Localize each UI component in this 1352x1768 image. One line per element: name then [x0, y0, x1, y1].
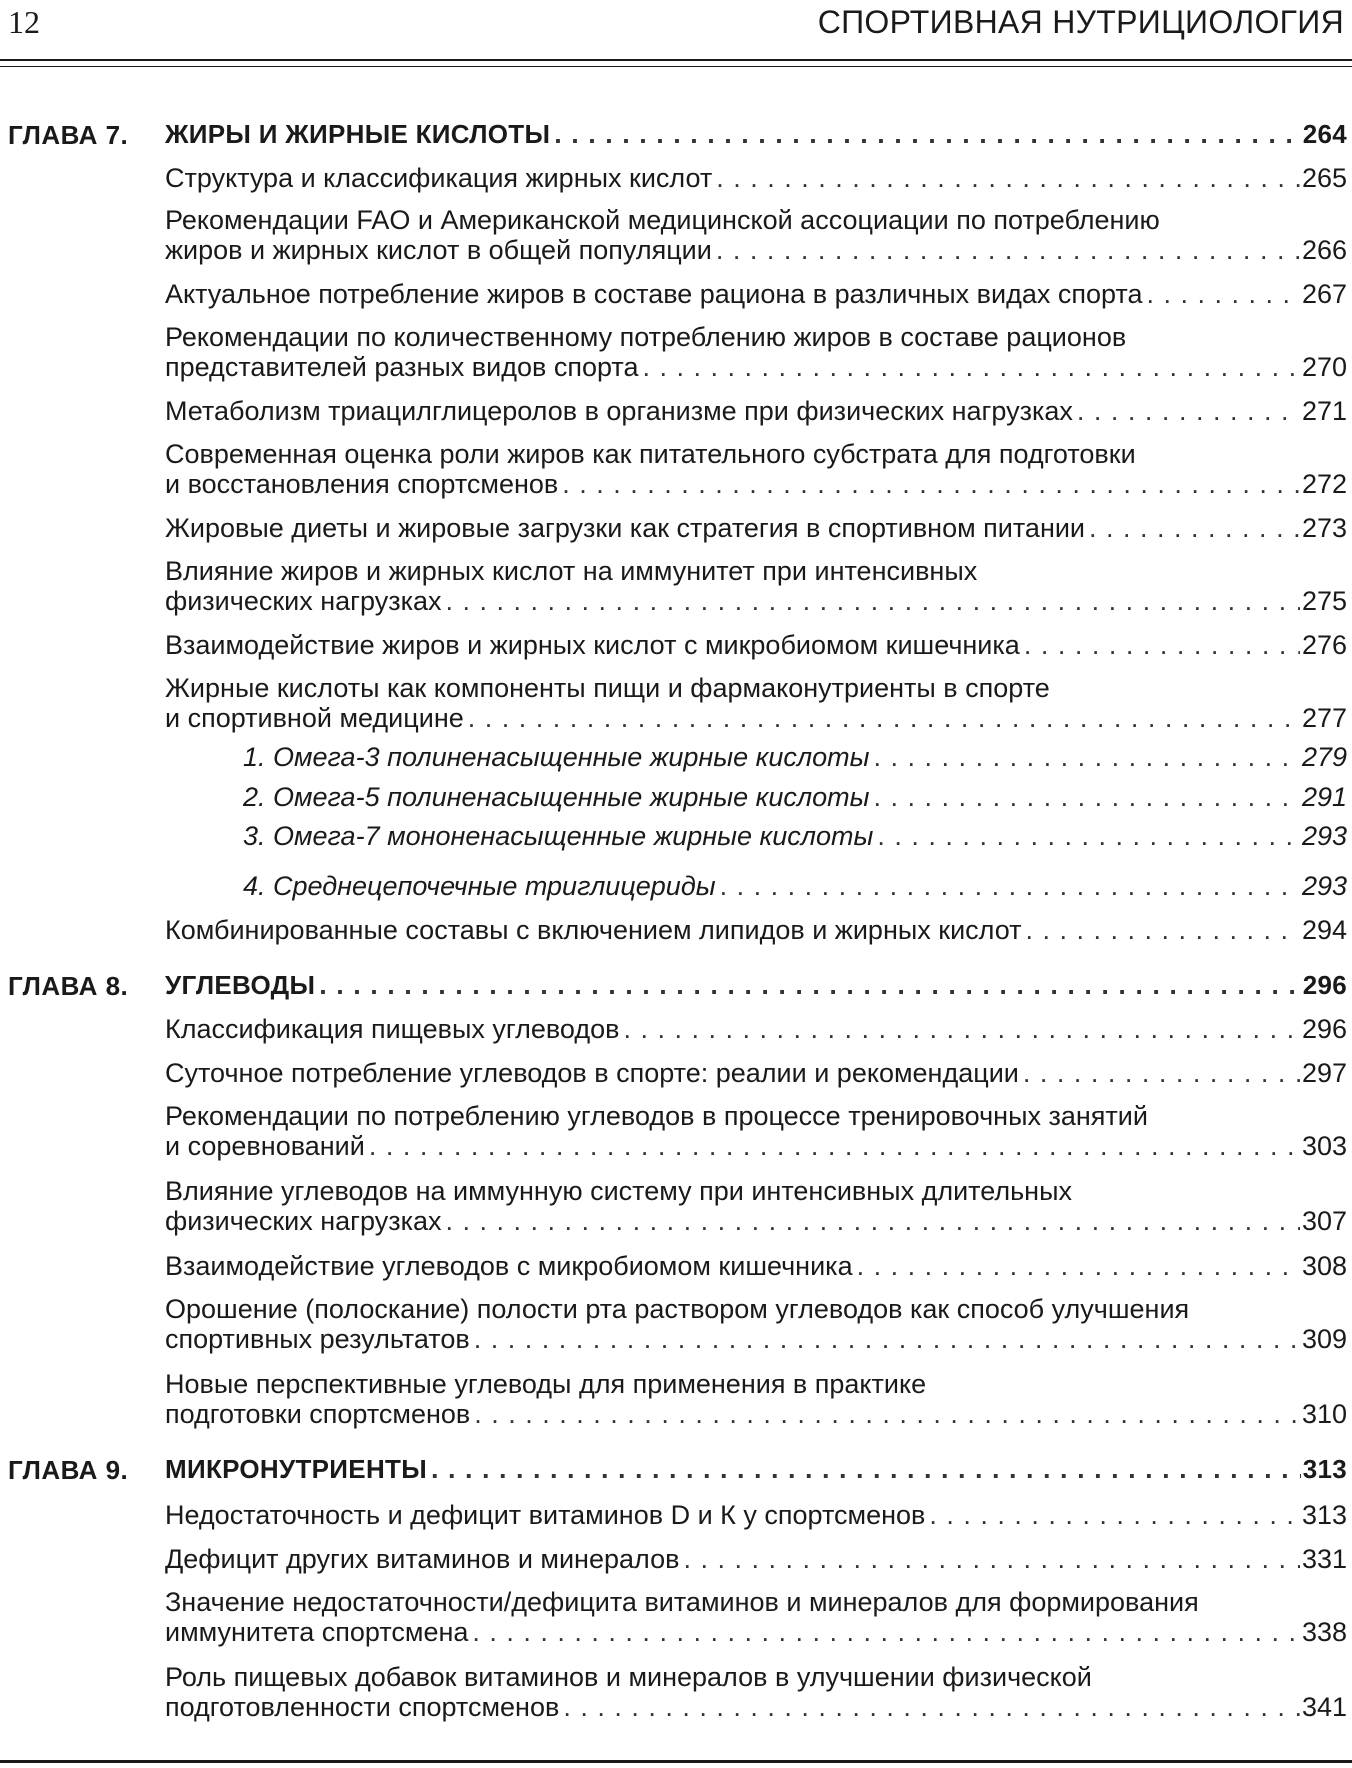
- toc-entry[interactable]: Недостаточность и дефицит витаминов D и К у спортсменов . . . 313: [165, 1499, 1347, 1531]
- chapter-page: 313: [1302, 1454, 1347, 1484]
- toc-entry[interactable]: Структура и классификация жирных кислот . . . 265: [165, 162, 1347, 194]
- toc-entry[interactable]: жиров и жирных кислот в общей популяции . . . 266: [165, 234, 1347, 266]
- chapter-title: ЖИРЫ И ЖИРНЫЕ КИСЛОТЫ: [165, 119, 551, 149]
- toc-entry[interactable]: Дефицит других витаминов и минералов . . . 331: [165, 1543, 1347, 1575]
- toc-entry-line1: Роль пищевых добавок витаминов и минералов в улучшении физической: [165, 1662, 1092, 1692]
- running-title: СПОРТИВНАЯ НУТРИЦИОЛОГИЯ: [817, 4, 1344, 40]
- toc-entry-line1: Современная оценка роли жиров как питательного субстрата для подготовки: [165, 439, 1136, 469]
- toc-entry[interactable]: Суточное потребление углеводов в спорте: реалии и рекомендации . . . 297: [165, 1057, 1347, 1089]
- toc-entry[interactable]: подготовленности спортсменов . . . 341: [165, 1691, 1347, 1723]
- chapter-title: МИКРОНУТРИЕНТЫ: [165, 1454, 427, 1484]
- toc-entry-line1: Влияние углеводов на иммунную систему при интенсивных длительных: [165, 1176, 1072, 1206]
- toc-entry[interactable]: и восстановления спортсменов . . . 272: [165, 468, 1347, 500]
- chapter-title: УГЛЕВОДЫ: [165, 970, 316, 1000]
- footer-rule: [0, 1760, 1352, 1763]
- toc-entry[interactable]: Актуальное потребление жиров в составе рациона в различных видах спорта . . . 267: [165, 278, 1347, 310]
- chapter-page: 296: [1302, 970, 1347, 1000]
- chapter-page: 264: [1302, 119, 1347, 149]
- toc-entry-line1: Рекомендации по количественному потреблению жиров в составе рационов: [165, 322, 1127, 352]
- chapter-9-heading[interactable]: [165, 1453, 1347, 1485]
- toc-entry[interactable]: Взаимодействие жиров и жирных кислот с микробиомом кишечника . . . 276: [165, 629, 1347, 661]
- toc-entry[interactable]: физических нагрузках . . . 307: [165, 1205, 1347, 1237]
- toc-entry[interactable]: спортивных результатов . . . 309: [165, 1323, 1347, 1355]
- toc-entry-line1: Рекомендации FAO и Американской медицинской ассоциации по потреблению: [165, 205, 1160, 235]
- toc-subentry[interactable]: 1. Омега-3 полиненасыщенные жирные кислоты . . . 279: [243, 741, 1347, 773]
- toc-subentry[interactable]: 4. Среднецепочечные триглицериды . . . 293: [243, 870, 1347, 902]
- chapter-9-label: ГЛАВА 9.: [8, 1455, 129, 1485]
- toc-entry[interactable]: Жировые диеты и жировые загрузки как стратегия в спортивном питании . . . 273: [165, 512, 1347, 544]
- chapter-7-heading[interactable]: [165, 118, 1347, 150]
- toc-entry[interactable]: Классификация пищевых углеводов . . . 296: [165, 1013, 1347, 1045]
- header-rule-thin: [0, 66, 1352, 67]
- page-number: 12: [8, 4, 40, 40]
- toc-entry[interactable]: и соревнований . . . 303: [165, 1130, 1347, 1162]
- toc-subentry[interactable]: 3. Омега-7 мононенасыщенные жирные кислоты . . . 293: [243, 820, 1347, 852]
- chapter-7-label: ГЛАВА 7.: [8, 120, 129, 150]
- toc-entry[interactable]: физических нагрузках . . . 275: [165, 585, 1347, 617]
- toc-entry[interactable]: Взаимодействие углеводов с микробиомом кишечника . . . 308: [165, 1250, 1347, 1282]
- toc-entry[interactable]: иммунитета спортсмена . . . 338: [165, 1616, 1347, 1648]
- toc-entry[interactable]: Метаболизм триацилглицеролов в организме при физических нагрузках . . . 271: [165, 395, 1347, 427]
- toc-entry-line1: Влияние жиров и жирных кислот на иммунитет при интенсивных: [165, 556, 978, 586]
- toc-entry-line1: Значение недостаточности/дефицита витаминов и минералов для формирования: [165, 1587, 1199, 1617]
- toc-entry[interactable]: и спортивной медицине . . . 277: [165, 702, 1347, 734]
- toc-entry-line1: Рекомендации по потреблению углеводов в процессе тренировочных занятий: [165, 1101, 1148, 1131]
- toc-entry-line1: Орошение (полоскание) полости рта раствором углеводов как способ улучшения: [165, 1294, 1190, 1324]
- toc-entry[interactable]: представителей разных видов спорта . . . 270: [165, 351, 1347, 383]
- chapter-8-heading[interactable]: [165, 969, 1347, 1001]
- toc-entry-line1: Жирные кислоты как компоненты пищи и фармаконутриенты в спорте: [165, 673, 1050, 703]
- toc-subentry[interactable]: 2. Омега-5 полиненасыщенные жирные кислоты . . . 291: [243, 781, 1347, 813]
- toc-entry-line1: Новые перспективные углеводы для применения в практике: [165, 1369, 927, 1399]
- header-rule: [0, 59, 1352, 61]
- toc-entry[interactable]: Комбинированные составы с включением липидов и жирных кислот . . . 294: [165, 914, 1347, 946]
- chapter-8-label: ГЛАВА 8.: [8, 971, 129, 1001]
- toc-entry[interactable]: подготовки спортсменов . . . 310: [165, 1398, 1347, 1430]
